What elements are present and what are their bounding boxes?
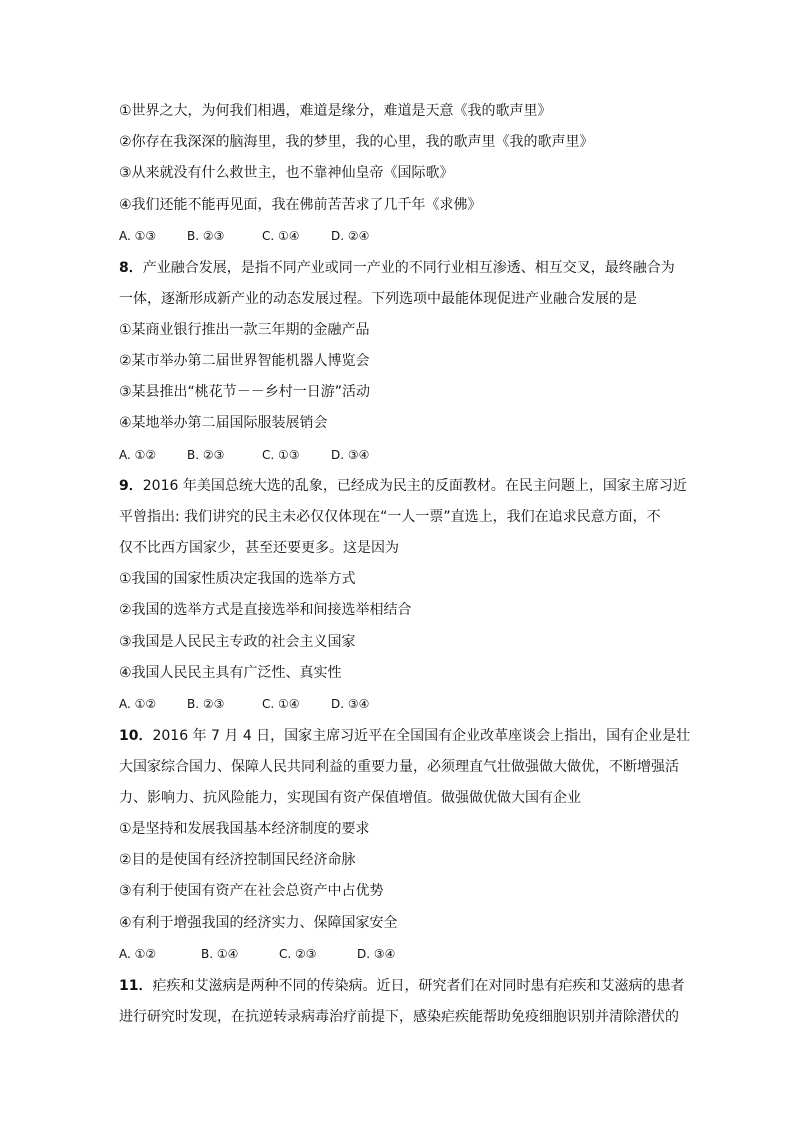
- q7-item-2: ②你存在我深深的脑海里，我的梦里，我的心里，我的歌声里《我的歌声里》: [119, 134, 594, 150]
- q9-stem-line-1: [119, 476, 687, 496]
- q7-option-c: C. ①④: [262, 229, 300, 243]
- q10-option-c: C. ②③: [279, 947, 317, 961]
- q9-number: 9．: [119, 478, 143, 494]
- q10-number: 10．: [119, 728, 153, 744]
- q10-item-3: ③有利于使国有资产在社会总资产中占优势: [119, 883, 384, 899]
- q7-option-a: A. ①③: [119, 229, 157, 243]
- q11-stem-line-2: 进行研究时发现，在抗逆转录病毒治疗前提下，感染疟疾能帮助免疫细胞识别并清除潜伏的: [119, 1009, 679, 1025]
- q9-stem-text: 2016 年美国总统大选的乱象，已经成为民主的反面教材。在民主问题上，国家主席习近: [142, 478, 687, 494]
- q8-number: 8．: [119, 260, 143, 276]
- q8-stem-line-2: 一体，逐渐形成新产业的动态发展过程。下列选项中最能体现促进产业融合发展的是: [119, 291, 637, 307]
- q8-option-c: C. ①③: [262, 448, 300, 462]
- q8-item-1: ①某商业银行推出一款三年期的金融产品: [119, 322, 370, 338]
- q7-item-4: ④我们还能不能再见面，我在佛前苦苦求了几千年《求佛》: [119, 197, 482, 213]
- q7-option-b: B. ②③: [187, 229, 225, 243]
- q9-stem-line-2: 平曾指出: 我们讲究的民主未必仅仅体现在“一人一票”直选上，我们在追求民意方面，不: [119, 509, 661, 525]
- q9-option-d: D. ③④: [331, 697, 370, 711]
- q10-stem-line-3: 力、影响力、抗风险能力，实现国有资产保值增值。做强做优做大国有企业: [119, 790, 581, 806]
- q9-item-2: ②我国的选举方式是直接选举和间接选举相结合: [119, 602, 412, 618]
- q9-option-c: C. ①④: [262, 697, 300, 711]
- q10-item-2: ②目的是使国有经济控制国民经济命脉: [119, 852, 356, 868]
- q8-item-2: ②某市举办第二届世界智能机器人博览会: [119, 353, 370, 369]
- q8-option-a: A. ①②: [119, 448, 157, 462]
- q11-stem-text: 疟疾和艾滋病是两种不同的传染病。近日，研究者们在对同时患有疟疾和艾滋病的患者: [152, 978, 685, 994]
- q9-option-a: A. ①②: [119, 697, 157, 711]
- q8-item-3: ③某县推出“桃花节－－乡村一日游”活动: [119, 384, 371, 400]
- q9-stem-line-3: 仅不比西方国家少，甚至还要更多。这是因为: [119, 540, 399, 556]
- q10-stem-line-1: [119, 726, 690, 746]
- q10-option-d: D. ③④: [357, 947, 396, 961]
- q9-item-1: ①我国的国家性质决定我国的选举方式: [119, 571, 356, 587]
- q8-stem-line-1: [119, 258, 675, 278]
- q11-number: 11．: [119, 978, 153, 994]
- q9-item-4: ④我国人民民主具有广泛性、真实性: [119, 665, 342, 681]
- q7-item-3: ③从来就没有什么救世主，也不靠神仙皇帝《国际歌》: [119, 165, 454, 181]
- q11-stem-line-1: [119, 976, 684, 996]
- q8-item-4: ④某地举办第二届国际服装展销会: [119, 415, 328, 431]
- q10-item-1: ①是坚持和发展我国基本经济制度的要求: [119, 821, 370, 837]
- q7-option-d: D. ②④: [331, 229, 370, 243]
- q10-item-4: ④有利于增强我国的经济实力、保障国家安全: [119, 915, 398, 931]
- q9-option-b: B. ②③: [187, 697, 225, 711]
- q10-stem-text: 2016 年 7 月 4 日，国家主席习近平在全国国有企业改革座谈会上指出，国有企业是壮: [152, 728, 691, 744]
- q10-option-b: B. ①④: [201, 947, 239, 961]
- q9-item-3: ③我国是人民民主专政的社会主义国家: [119, 634, 356, 650]
- q8-option-b: B. ②③: [187, 448, 225, 462]
- q7-item-1: ①世界之大，为何我们相遇，难道是缘分，难道是天意《我的歌声里》: [119, 103, 552, 119]
- q10-option-a: A. ①②: [119, 947, 157, 961]
- q8-option-d: D. ③④: [331, 448, 370, 462]
- q10-stem-line-2: 大国家综合国力、保障人民共同利益的重要力量，必须理直气壮做强做大做优，不断增强活: [119, 759, 679, 775]
- q8-stem-text: 产业融合发展，是指不同产业或同一产业的不同行业相互渗透、相互交叉，最终融合为: [142, 260, 675, 276]
